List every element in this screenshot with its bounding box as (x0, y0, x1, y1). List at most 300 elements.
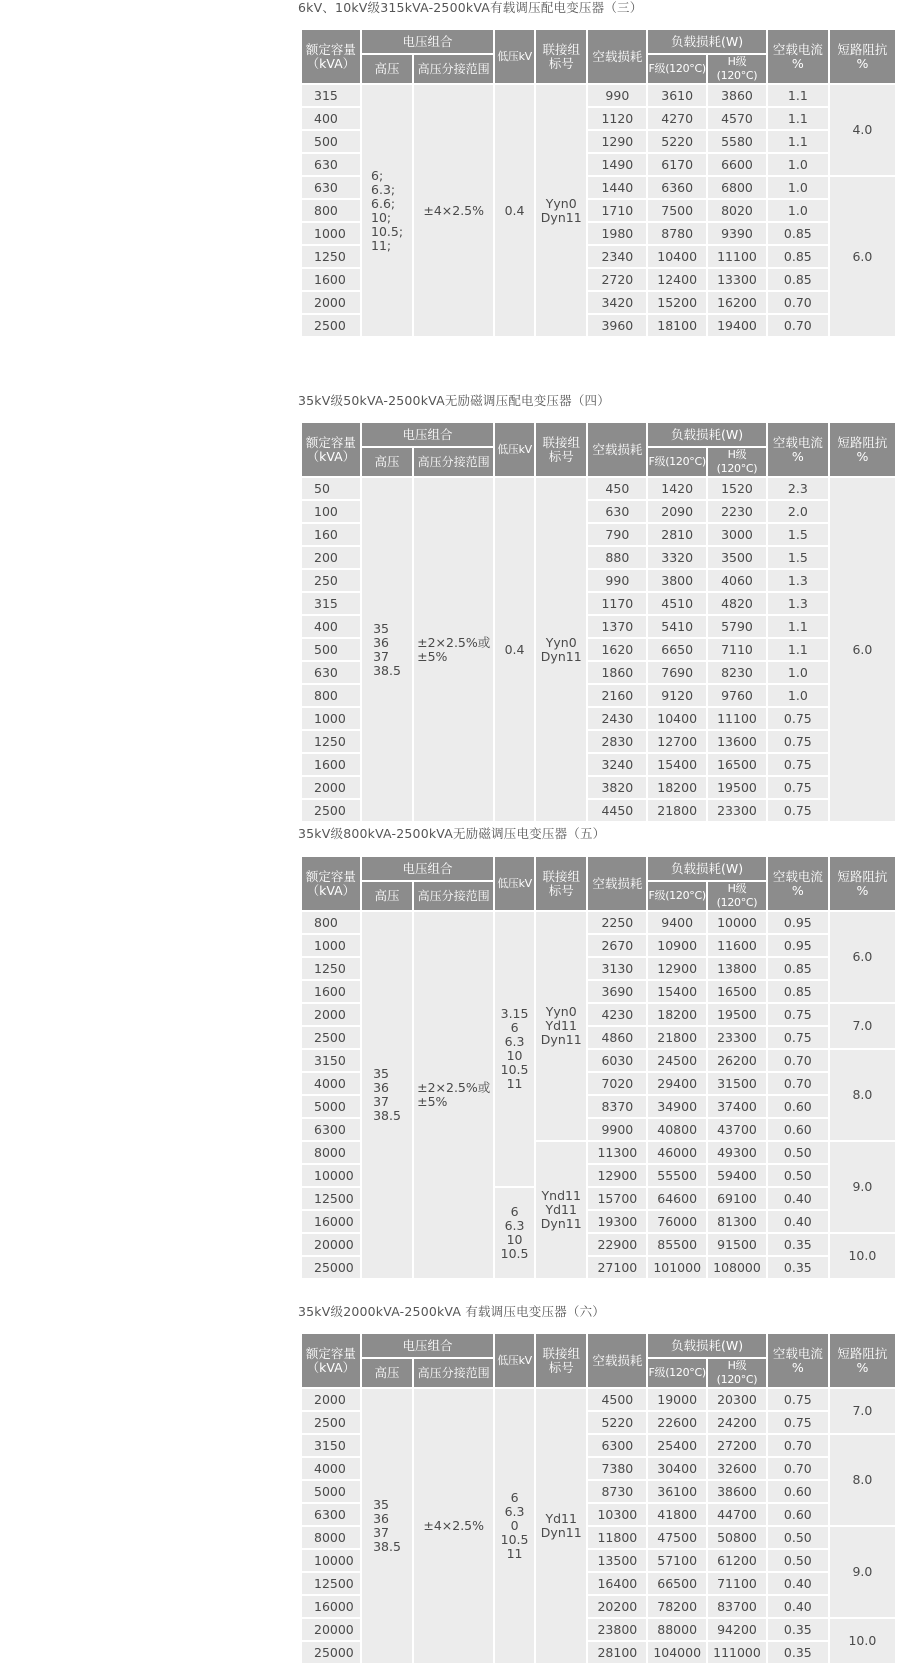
cell-capacity: 5000 (302, 1096, 360, 1117)
cell-impedance: 7.0 (830, 1004, 895, 1048)
cell-capacity: 1600 (302, 981, 360, 1002)
cell-f-class-loss: 29400 (648, 1073, 706, 1094)
cell-impedance: 9.0 (830, 1142, 895, 1232)
cell-h-class-loss: 83700 (708, 1596, 766, 1617)
cell-f-class-loss: 88000 (648, 1619, 706, 1640)
header-voltage-combo: 电压组合 (362, 1334, 493, 1357)
cell-capacity: 2000 (302, 292, 360, 313)
cell-f-class-loss: 57100 (648, 1550, 706, 1571)
cell-h-class-loss: 38600 (708, 1481, 766, 1502)
cell-capacity: 500 (302, 639, 360, 660)
header-vector-group: 联接组 标号 (536, 1334, 586, 1387)
cell-h-class-loss: 5790 (708, 616, 766, 637)
table-row (302, 478, 895, 499)
cell-h-class-loss: 5580 (708, 131, 766, 152)
cell-h-class-loss: 8230 (708, 662, 766, 683)
cell-capacity: 16000 (302, 1596, 360, 1617)
header-no-load-loss: 空载损耗 (588, 857, 646, 910)
cell-f-class-loss: 104000 (648, 1642, 706, 1663)
cell-no-load-loss: 3960 (588, 315, 646, 336)
cell-impedance: 8.0 (830, 1050, 895, 1140)
cell-h-class-loss: 10000 (708, 912, 766, 933)
cell-vector-group: Ynd11 Yd11 Dyn11 (536, 1142, 586, 1278)
cell-no-load-loss: 11300 (588, 1142, 646, 1163)
cell-tap-range-text: ±4×2.5% (423, 1518, 485, 1533)
cell-f-class-loss: 2810 (648, 524, 706, 545)
cell-no-load-loss: 2250 (588, 912, 646, 933)
cell-capacity: 5000 (302, 1481, 360, 1502)
cell-no-load-loss: 7020 (588, 1073, 646, 1094)
cell-f-class-loss: 3320 (648, 547, 706, 568)
cell-capacity: 2500 (302, 315, 360, 336)
cell-impedance: 8.0 (830, 1435, 895, 1525)
cell-no-load-loss: 2830 (588, 731, 646, 752)
cell-no-load-loss: 630 (588, 501, 646, 522)
cell-h-class-loss: 1520 (708, 478, 766, 499)
cell-no-load-current: 0.40 (768, 1188, 828, 1209)
cell-no-load-current: 0.75 (768, 754, 828, 775)
cell-h-class-loss: 16200 (708, 292, 766, 313)
cell-no-load-loss: 28100 (588, 1642, 646, 1663)
header-h-class: H级(120°C) (708, 882, 766, 910)
spec-table (300, 28, 897, 338)
cell-capacity: 10000 (302, 1165, 360, 1186)
cell-impedance: 4.0 (830, 85, 895, 175)
cell-no-load-loss: 1290 (588, 131, 646, 152)
cell-tap-range (414, 1389, 493, 1663)
cell-f-class-loss: 15400 (648, 981, 706, 1002)
header-h-class: H级(120°C) (708, 448, 766, 476)
cell-h-class-loss: 6600 (708, 154, 766, 175)
cell-h-class-loss: 19500 (708, 1004, 766, 1025)
cell-f-class-loss: 18100 (648, 315, 706, 336)
cell-h-class-loss: 23300 (708, 1027, 766, 1048)
header-no-load-loss: 空载损耗 (588, 423, 646, 476)
cell-capacity: 20000 (302, 1619, 360, 1640)
header-lv: 低压kV (495, 423, 534, 476)
cell-capacity: 1600 (302, 754, 360, 775)
cell-no-load-current: 0.60 (768, 1096, 828, 1117)
cell-f-class-loss: 78200 (648, 1596, 706, 1617)
cell-no-load-loss: 9900 (588, 1119, 646, 1140)
table-row (302, 85, 895, 106)
cell-capacity: 200 (302, 547, 360, 568)
cell-f-class-loss: 9120 (648, 685, 706, 706)
cell-no-load-loss: 8370 (588, 1096, 646, 1117)
cell-f-class-loss: 7690 (648, 662, 706, 683)
cell-no-load-current: 1.0 (768, 200, 828, 221)
cell-no-load-current: 0.40 (768, 1573, 828, 1594)
cell-lv: 3.15 6 6.3 10 10.5 11 (495, 912, 534, 1186)
header-no-load-current: 空载电流 % (768, 1334, 828, 1387)
cell-h-class-loss: 9760 (708, 685, 766, 706)
cell-no-load-loss: 2670 (588, 935, 646, 956)
cell-f-class-loss: 36100 (648, 1481, 706, 1502)
cell-no-load-loss: 790 (588, 524, 646, 545)
cell-capacity: 630 (302, 177, 360, 198)
cell-no-load-current: 0.35 (768, 1642, 828, 1663)
cell-no-load-current: 2.0 (768, 501, 828, 522)
cell-f-class-loss: 40800 (648, 1119, 706, 1140)
cell-tap-range (414, 478, 493, 821)
cell-no-load-current: 1.0 (768, 662, 828, 683)
header-load-loss: 负载损耗(W) (648, 1334, 766, 1357)
header-capacity: 额定容量 （kVA） (302, 423, 360, 476)
cell-no-load-loss: 1710 (588, 200, 646, 221)
cell-h-class-loss: 50800 (708, 1527, 766, 1548)
cell-no-load-current: 1.1 (768, 131, 828, 152)
cell-f-class-loss: 4270 (648, 108, 706, 129)
cell-f-class-loss: 1420 (648, 478, 706, 499)
cell-no-load-loss: 4230 (588, 1004, 646, 1025)
cell-vector-group: Yyn0 Dyn11 (536, 478, 586, 821)
cell-tap-range-text: ±2×2.5%或 ±5% (417, 1080, 491, 1109)
header-no-load-loss: 空载损耗 (588, 1334, 646, 1387)
cell-f-class-loss: 5220 (648, 131, 706, 152)
cell-h-class-loss: 24200 (708, 1412, 766, 1433)
cell-f-class-loss: 66500 (648, 1573, 706, 1594)
cell-f-class-loss: 34900 (648, 1096, 706, 1117)
cell-f-class-loss: 22600 (648, 1412, 706, 1433)
cell-no-load-loss: 450 (588, 478, 646, 499)
cell-f-class-loss: 47500 (648, 1527, 706, 1548)
header-impedance: 短路阻抗 % (830, 857, 895, 910)
cell-no-load-loss: 1370 (588, 616, 646, 637)
cell-h-class-loss: 81300 (708, 1211, 766, 1232)
header-impedance: 短路阻抗 % (830, 30, 895, 83)
cell-no-load-current: 0.85 (768, 246, 828, 267)
cell-f-class-loss: 30400 (648, 1458, 706, 1479)
cell-capacity: 2000 (302, 1389, 360, 1410)
cell-no-load-loss: 20200 (588, 1596, 646, 1617)
cell-f-class-loss: 25400 (648, 1435, 706, 1456)
cell-f-class-loss: 19000 (648, 1389, 706, 1410)
cell-capacity: 630 (302, 662, 360, 683)
cell-no-load-loss: 990 (588, 85, 646, 106)
cell-no-load-current: 0.95 (768, 935, 828, 956)
cell-impedance: 6.0 (830, 912, 895, 1002)
cell-f-class-loss: 7500 (648, 200, 706, 221)
cell-f-class-loss: 3800 (648, 570, 706, 591)
header-h-class: H级(120°C) (708, 55, 766, 83)
header-impedance: 短路阻抗 % (830, 1334, 895, 1387)
cell-h-class-loss: 91500 (708, 1234, 766, 1255)
cell-no-load-loss: 12900 (588, 1165, 646, 1186)
cell-hv-text: 35 36 37 38.5 (373, 1066, 401, 1123)
header-voltage-combo: 电压组合 (362, 857, 493, 880)
cell-h-class-loss: 11100 (708, 708, 766, 729)
header-capacity: 额定容量 （kVA） (302, 857, 360, 910)
cell-h-class-loss: 6800 (708, 177, 766, 198)
cell-no-load-loss: 3240 (588, 754, 646, 775)
cell-f-class-loss: 41800 (648, 1504, 706, 1525)
cell-impedance: 10.0 (830, 1619, 895, 1663)
cell-h-class-loss: 3860 (708, 85, 766, 106)
header-no-load-current: 空载电流 % (768, 857, 828, 910)
cell-h-class-loss: 4060 (708, 570, 766, 591)
header-impedance: 短路阻抗 % (830, 423, 895, 476)
cell-hv-text: 6; 6.3; 6.6; 10; 10.5; 11; (371, 167, 404, 253)
header-no-load-loss: 空载损耗 (588, 30, 646, 83)
cell-capacity: 500 (302, 131, 360, 152)
header-hv: 高压 (362, 448, 412, 476)
cell-no-load-current: 0.35 (768, 1257, 828, 1278)
cell-capacity: 800 (302, 685, 360, 706)
cell-f-class-loss: 6170 (648, 154, 706, 175)
cell-h-class-loss: 7110 (708, 639, 766, 660)
section-title: 35kV级800kVA-2500kVA无励磁调压电变压器（五） (298, 826, 606, 841)
cell-no-load-current: 0.50 (768, 1165, 828, 1186)
cell-f-class-loss: 8780 (648, 223, 706, 244)
header-f-class: F级(120°C) (648, 55, 706, 83)
cell-no-load-current: 0.70 (768, 1073, 828, 1094)
cell-capacity: 1250 (302, 731, 360, 752)
cell-capacity: 8000 (302, 1527, 360, 1548)
cell-vector-group: Yd11 Dyn11 (536, 1389, 586, 1663)
cell-no-load-loss: 1440 (588, 177, 646, 198)
cell-no-load-current: 0.60 (768, 1481, 828, 1502)
cell-f-class-loss: 12900 (648, 958, 706, 979)
cell-no-load-current: 0.40 (768, 1211, 828, 1232)
cell-impedance: 9.0 (830, 1527, 895, 1617)
header-lv: 低压kV (495, 857, 534, 910)
header-voltage-combo: 电压组合 (362, 423, 493, 446)
cell-no-load-current: 1.0 (768, 685, 828, 706)
cell-no-load-loss: 1490 (588, 154, 646, 175)
cell-h-class-loss: 111000 (708, 1642, 766, 1663)
cell-f-class-loss: 4510 (648, 593, 706, 614)
cell-f-class-loss: 6360 (648, 177, 706, 198)
cell-capacity: 6300 (302, 1119, 360, 1140)
cell-h-class-loss: 31500 (708, 1073, 766, 1094)
header-capacity: 额定容量 （kVA） (302, 1334, 360, 1387)
cell-f-class-loss: 76000 (648, 1211, 706, 1232)
cell-no-load-loss: 11800 (588, 1527, 646, 1548)
cell-no-load-loss: 2720 (588, 269, 646, 290)
cell-no-load-loss: 27100 (588, 1257, 646, 1278)
cell-h-class-loss: 13600 (708, 731, 766, 752)
cell-capacity: 400 (302, 616, 360, 637)
cell-h-class-loss: 3500 (708, 547, 766, 568)
cell-capacity: 2000 (302, 1004, 360, 1025)
cell-no-load-current: 0.75 (768, 800, 828, 821)
cell-no-load-current: 0.50 (768, 1550, 828, 1571)
cell-no-load-loss: 3820 (588, 777, 646, 798)
cell-no-load-loss: 2160 (588, 685, 646, 706)
header-tap-range: 高压分接范围 (414, 882, 493, 910)
header-tap-range: 高压分接范围 (414, 1359, 493, 1387)
header-f-class: F级(120°C) (648, 1359, 706, 1387)
cell-hv (362, 1389, 412, 1663)
cell-no-load-loss: 5220 (588, 1412, 646, 1433)
cell-h-class-loss: 43700 (708, 1119, 766, 1140)
cell-f-class-loss: 3610 (648, 85, 706, 106)
cell-lv: 6 6.3 0 10.5 11 (495, 1389, 534, 1663)
cell-no-load-loss: 1170 (588, 593, 646, 614)
cell-vector-group: Yyn0 Yd11 Dyn11 (536, 912, 586, 1140)
cell-no-load-loss: 990 (588, 570, 646, 591)
cell-no-load-current: 0.60 (768, 1119, 828, 1140)
cell-capacity: 3150 (302, 1050, 360, 1071)
cell-h-class-loss: 23300 (708, 800, 766, 821)
cell-no-load-loss: 22900 (588, 1234, 646, 1255)
cell-no-load-loss: 2430 (588, 708, 646, 729)
cell-f-class-loss: 85500 (648, 1234, 706, 1255)
header-f-class: F级(120°C) (648, 882, 706, 910)
cell-no-load-current: 0.40 (768, 1596, 828, 1617)
cell-capacity: 12500 (302, 1188, 360, 1209)
cell-f-class-loss: 10400 (648, 246, 706, 267)
cell-no-load-loss: 3420 (588, 292, 646, 313)
cell-capacity: 250 (302, 570, 360, 591)
cell-h-class-loss: 19400 (708, 315, 766, 336)
cell-no-load-loss: 4500 (588, 1389, 646, 1410)
cell-h-class-loss: 20300 (708, 1389, 766, 1410)
header-vector-group: 联接组 标号 (536, 30, 586, 83)
cell-capacity: 160 (302, 524, 360, 545)
cell-capacity: 16000 (302, 1211, 360, 1232)
section-title: 6kV、10kV级315kVA-2500kVA有载调压配电变压器（三） (298, 0, 643, 15)
header-load-loss: 负载损耗(W) (648, 423, 766, 446)
cell-h-class-loss: 61200 (708, 1550, 766, 1571)
cell-no-load-current: 1.3 (768, 593, 828, 614)
cell-no-load-loss: 15700 (588, 1188, 646, 1209)
cell-h-class-loss: 4570 (708, 108, 766, 129)
cell-no-load-current: 0.95 (768, 912, 828, 933)
cell-capacity: 3150 (302, 1435, 360, 1456)
cell-capacity: 1000 (302, 223, 360, 244)
cell-h-class-loss: 9390 (708, 223, 766, 244)
cell-capacity: 4000 (302, 1458, 360, 1479)
cell-h-class-loss: 94200 (708, 1619, 766, 1640)
cell-no-load-current: 0.75 (768, 708, 828, 729)
header-no-load-current: 空载电流 % (768, 30, 828, 83)
cell-f-class-loss: 46000 (648, 1142, 706, 1163)
cell-h-class-loss: 49300 (708, 1142, 766, 1163)
cell-impedance: 6.0 (830, 177, 895, 336)
cell-capacity: 1000 (302, 708, 360, 729)
header-f-class: F级(120°C) (648, 448, 706, 476)
cell-no-load-loss: 6300 (588, 1435, 646, 1456)
cell-f-class-loss: 2090 (648, 501, 706, 522)
cell-capacity: 4000 (302, 1073, 360, 1094)
cell-f-class-loss: 21800 (648, 1027, 706, 1048)
cell-vector-group: Yyn0 Dyn11 (536, 85, 586, 336)
cell-h-class-loss: 8020 (708, 200, 766, 221)
cell-impedance: 10.0 (830, 1234, 895, 1278)
cell-lv: 6 6.3 10 10.5 (495, 1188, 534, 1278)
cell-no-load-current: 0.70 (768, 1458, 828, 1479)
header-load-loss: 负载损耗(W) (648, 857, 766, 880)
cell-f-class-loss: 10900 (648, 935, 706, 956)
header-vector-group: 联接组 标号 (536, 423, 586, 476)
header-lv: 低压kV (495, 1334, 534, 1387)
cell-no-load-current: 0.35 (768, 1234, 828, 1255)
cell-capacity: 2500 (302, 1027, 360, 1048)
spec-table (300, 855, 897, 1280)
cell-no-load-loss: 10300 (588, 1504, 646, 1525)
cell-h-class-loss: 37400 (708, 1096, 766, 1117)
cell-no-load-current: 0.70 (768, 1435, 828, 1456)
cell-no-load-current: 1.5 (768, 524, 828, 545)
cell-h-class-loss: 71100 (708, 1573, 766, 1594)
cell-f-class-loss: 12400 (648, 269, 706, 290)
cell-f-class-loss: 21800 (648, 800, 706, 821)
cell-no-load-current: 0.85 (768, 269, 828, 290)
cell-tap-range (414, 85, 493, 336)
cell-no-load-loss: 4860 (588, 1027, 646, 1048)
cell-no-load-loss: 13500 (588, 1550, 646, 1571)
cell-capacity: 25000 (302, 1257, 360, 1278)
cell-f-class-loss: 15400 (648, 754, 706, 775)
header-vector-group: 联接组 标号 (536, 857, 586, 910)
cell-lv: 0.4 (495, 85, 534, 336)
cell-h-class-loss: 16500 (708, 981, 766, 1002)
cell-no-load-current: 0.85 (768, 981, 828, 1002)
cell-no-load-loss: 6030 (588, 1050, 646, 1071)
cell-f-class-loss: 18200 (648, 777, 706, 798)
cell-impedance: 6.0 (830, 478, 895, 821)
cell-no-load-current: 0.70 (768, 1050, 828, 1071)
cell-h-class-loss: 44700 (708, 1504, 766, 1525)
cell-capacity: 2500 (302, 1412, 360, 1433)
header-tap-range: 高压分接范围 (414, 448, 493, 476)
cell-no-load-loss: 3130 (588, 958, 646, 979)
cell-capacity: 25000 (302, 1642, 360, 1663)
cell-capacity: 20000 (302, 1234, 360, 1255)
header-load-loss: 负载损耗(W) (648, 30, 766, 53)
cell-capacity: 1600 (302, 269, 360, 290)
cell-no-load-current: 1.1 (768, 85, 828, 106)
cell-capacity: 8000 (302, 1142, 360, 1163)
cell-no-load-current: 2.3 (768, 478, 828, 499)
cell-f-class-loss: 6650 (648, 639, 706, 660)
header-lv: 低压kV (495, 30, 534, 83)
cell-no-load-loss: 23800 (588, 1619, 646, 1640)
cell-f-class-loss: 24500 (648, 1050, 706, 1071)
cell-no-load-current: 0.75 (768, 1412, 828, 1433)
cell-capacity: 800 (302, 200, 360, 221)
header-capacity: 额定容量 （kVA） (302, 30, 360, 83)
cell-no-load-loss: 2340 (588, 246, 646, 267)
cell-h-class-loss: 13300 (708, 269, 766, 290)
header-hv: 高压 (362, 1359, 412, 1387)
cell-no-load-current: 0.70 (768, 292, 828, 313)
cell-no-load-current: 1.1 (768, 639, 828, 660)
cell-h-class-loss: 2230 (708, 501, 766, 522)
cell-no-load-loss: 16400 (588, 1573, 646, 1594)
cell-no-load-current: 1.5 (768, 547, 828, 568)
spec-table (300, 1332, 897, 1665)
cell-f-class-loss: 12700 (648, 731, 706, 752)
cell-capacity: 2000 (302, 777, 360, 798)
cell-capacity: 315 (302, 593, 360, 614)
cell-no-load-current: 0.50 (768, 1142, 828, 1163)
cell-h-class-loss: 16500 (708, 754, 766, 775)
cell-tap-range-text: ±2×2.5%或 ±5% (417, 634, 491, 664)
header-hv: 高压 (362, 882, 412, 910)
cell-no-load-loss: 1120 (588, 108, 646, 129)
cell-f-class-loss: 5410 (648, 616, 706, 637)
cell-lv: 0.4 (495, 478, 534, 821)
cell-no-load-loss: 1860 (588, 662, 646, 683)
cell-tap-range-text: ±4×2.5% (423, 202, 485, 218)
header-no-load-current: 空载电流 % (768, 423, 828, 476)
cell-no-load-current: 0.75 (768, 1004, 828, 1025)
cell-no-load-current: 0.70 (768, 315, 828, 336)
spec-table (300, 421, 897, 823)
cell-capacity: 10000 (302, 1550, 360, 1571)
